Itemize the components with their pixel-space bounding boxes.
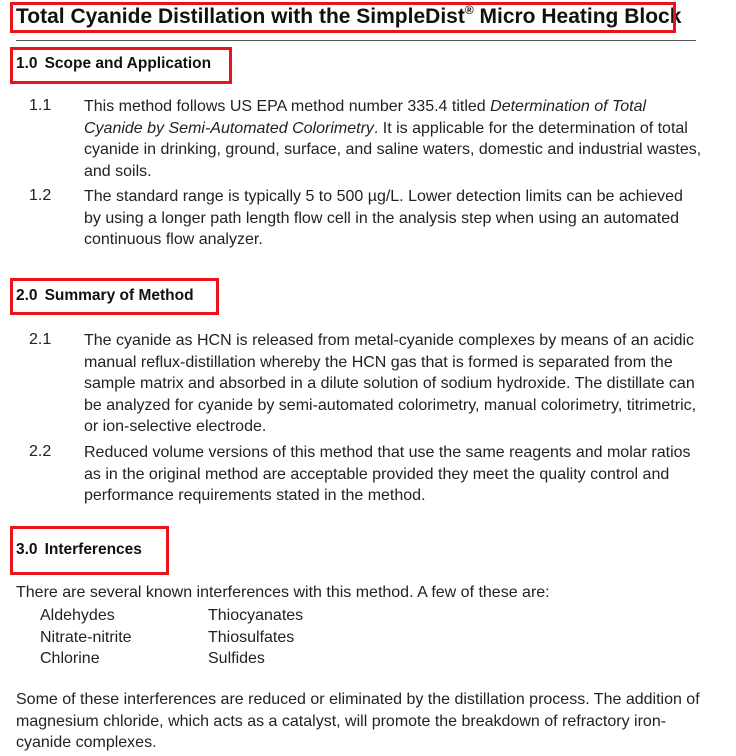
interference-item: Nitrate-nitrite xyxy=(40,628,132,646)
registered-mark: ® xyxy=(464,3,474,17)
item-text-1-2: The standard range is typically 5 to 500 µg/L. Lower detection limits can be achieved by using a longer path length flow cell in the analysis step when using an automated continuous flow analyzer. xyxy=(84,188,683,248)
section-title: Summary of Method xyxy=(44,287,194,304)
item-text-2-2: Reduced volume versions of this method that use the same reagents and molar ratios as in the original method are acceptable provided they meet the quality control and performance requirements stated in the method. xyxy=(84,444,691,504)
interference-item: Thiocyanates xyxy=(208,607,304,624)
section-3-highlight-box xyxy=(10,526,169,575)
interference-list-right xyxy=(208,605,303,670)
document-title: Total Cyanide Distillation with the SimpleDist® Micro Heating Block xyxy=(16,3,682,28)
interferences-closing-paragraph: Some of these interferences are reduced or eliminated by the distillation process. The addition of magnesium chloride, which acts as a catalyst, will promote the breakdown of refractory iron-cyanide complexes. xyxy=(16,691,700,751)
section-number: 1.0 xyxy=(16,55,38,72)
section-number: 3.0 xyxy=(16,541,38,558)
interference-item: Thiosulfates xyxy=(208,628,295,646)
item-number-1-1: 1.1 xyxy=(29,97,52,114)
section-2-highlight-box xyxy=(10,278,219,315)
interferences-intro: There are several known interferences with this method. A few of these are: xyxy=(16,584,550,601)
section-1-highlight-box xyxy=(10,47,232,84)
section-number: 2.0 xyxy=(16,287,38,304)
interference-item: Aldehydes xyxy=(40,607,115,624)
interference-list-left xyxy=(40,605,132,670)
interference-item: Chlorine xyxy=(40,650,100,667)
item-text-2-1: The cyanide as HCN is released from metal-cyanide complexes by means of an acidic manual reflux-distillation whereby the HCN gas that is formed is separated from the sample matrix and absorbed in a dilute solution of sodium hydroxide. The distillate can be analyzed for cyanide by semi-automated colorimetry, manual colorimetry, titrimetric, or ion-selective electrode. xyxy=(84,332,697,435)
section-title: Interferences xyxy=(44,541,142,558)
item-number-2-1: 2.1 xyxy=(29,331,52,348)
section-title: Scope and Application xyxy=(44,55,212,72)
method-title-italic: Determination of Total Cyanide by Semi-Automated Colorimetry xyxy=(84,98,647,137)
title-divider xyxy=(16,40,696,41)
item-text-1-1: This method follows US EPA method number 335.4 titled Determination of Total Cyanide by Semi-Automated Colorimetry. It is applicable for the determination of total cyanide in drinking, ground, surface, and saline waters, domestic and industrial wastes, and soils. xyxy=(84,98,702,180)
title-highlight-box xyxy=(10,2,676,33)
item-number-2-2: 2.2 xyxy=(29,443,52,460)
item-number-1-2: 1.2 xyxy=(29,187,52,204)
interference-item: Sulfides xyxy=(208,650,265,667)
